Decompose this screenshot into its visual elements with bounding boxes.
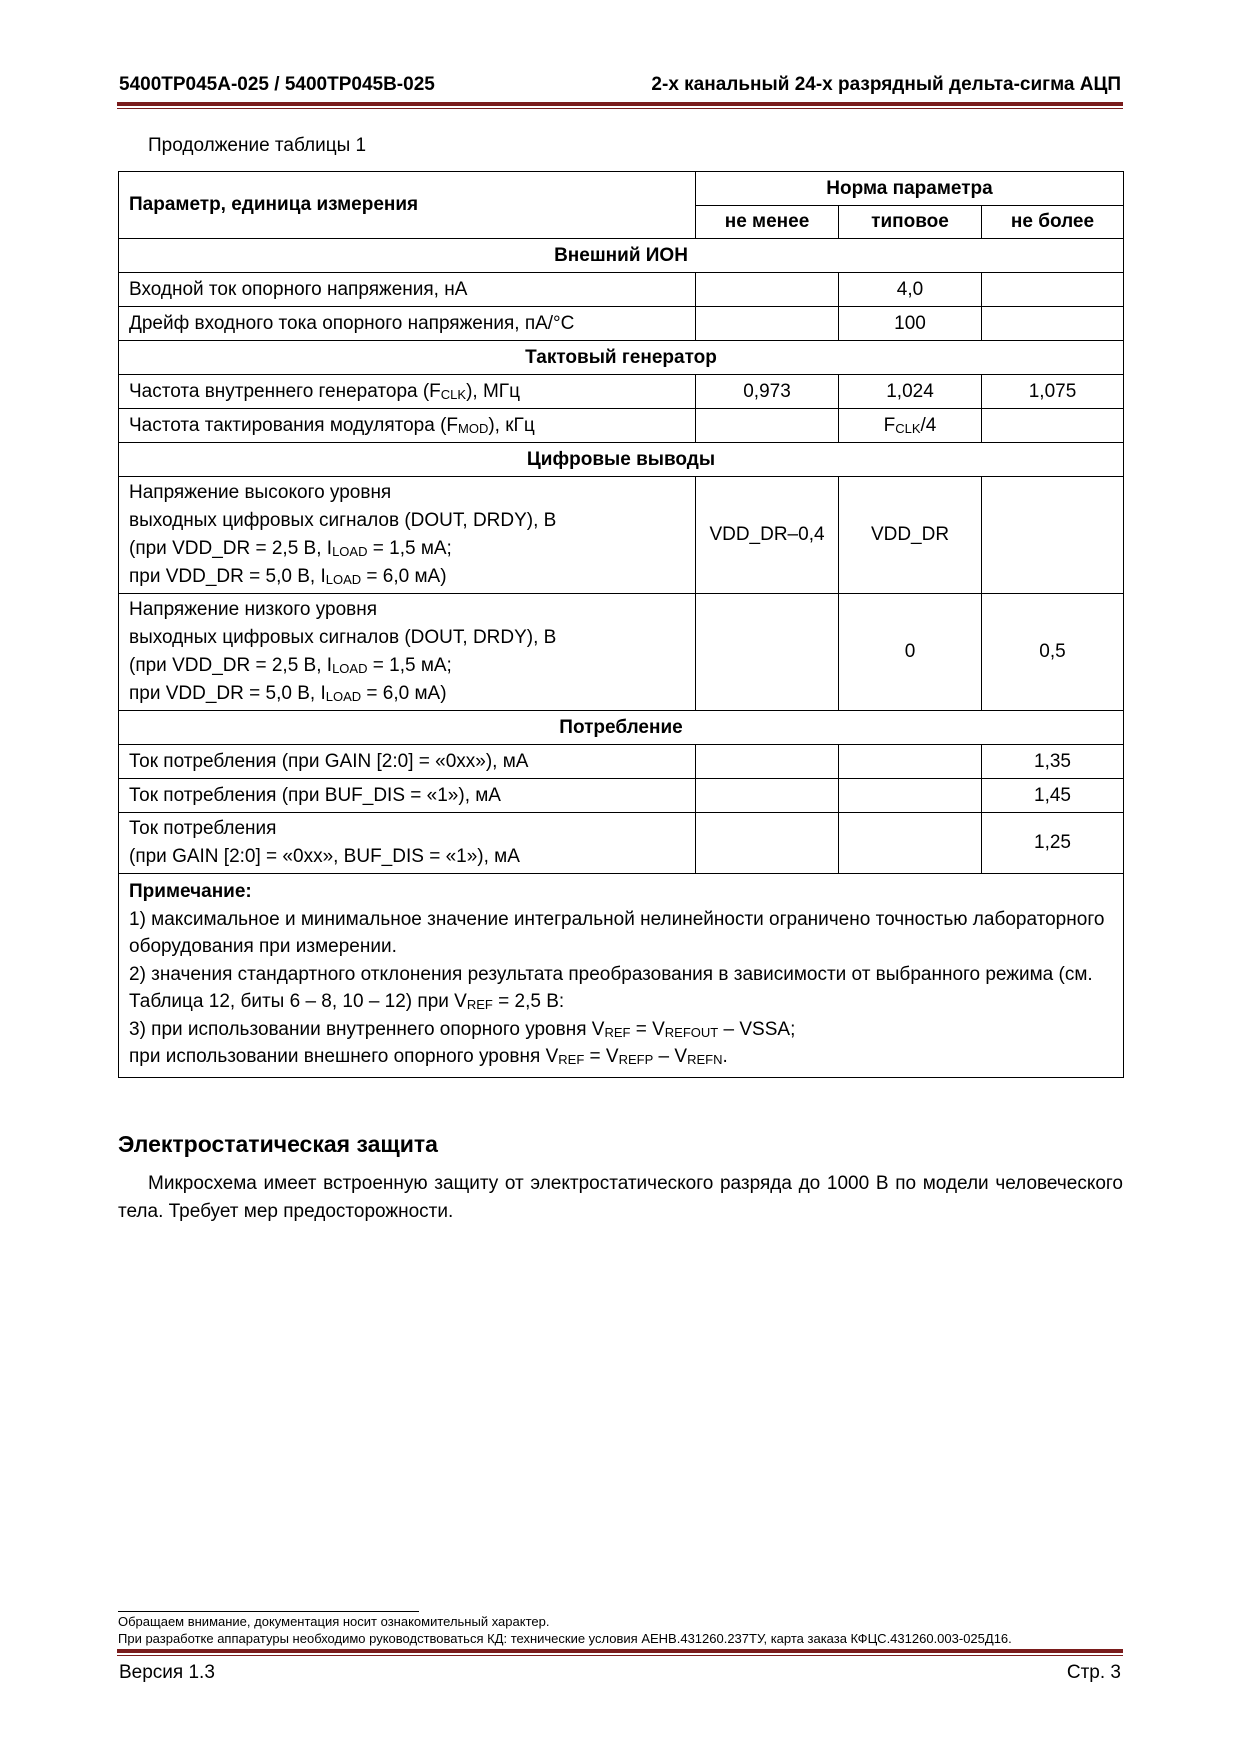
section-power: Потребление xyxy=(119,711,1124,745)
max-cell: 1,35 xyxy=(982,745,1124,779)
param-cell: Напряжение высокого уровня выходных цифровых сигналов (DOUT, DRDY), В (при VDD_DR = 2,5 В, $I_{LOAD} = 1,5$ мА; при VDD_DR = 5,0 В, $I_{LOAD} = 6,0$ мА) xyxy=(119,477,696,594)
typ-cell xyxy=(839,813,982,874)
footnote-disclaimer: Обращаем внимание, документация носит ознакомительный характер. xyxy=(118,1614,550,1629)
table-row xyxy=(119,409,1124,443)
col-param-header: Параметр, единица измерения xyxy=(119,172,696,239)
note-3-cont: при использовании внешнего опорного уровня $V_{REF} = V_{REFP} - V_{REFN}$. xyxy=(129,1046,728,1067)
typ-cell xyxy=(839,745,982,779)
max-cell xyxy=(982,409,1124,443)
typ-cell xyxy=(839,779,982,813)
param-cell: Ток потребления (при BUF_DIS = «1»), мА xyxy=(119,779,696,813)
page-number: Стр. 3 xyxy=(1066,1662,1121,1683)
table-row xyxy=(119,273,1124,307)
min-cell: 0,973 xyxy=(696,375,839,409)
footnote-reference: При разработке аппаратуры необходимо руководствоваться КД: технические условия АЕНВ.431260.237ТУ, карта заказа КФЦС.431260.003-025Д16. xyxy=(118,1631,1012,1646)
footer-rule-thick xyxy=(117,1649,1123,1653)
max-cell: 1,075 xyxy=(982,375,1124,409)
table-row xyxy=(119,307,1124,341)
note-3: 3) при использовании внутреннего опорного уровня $V_{REF} = V_{REFOUT}$ – VSSA; xyxy=(129,1018,796,1040)
document-description: 2-х канальный 24-х разрядный дельта-сигма АЦП xyxy=(651,74,1121,95)
note-title: Примечание: xyxy=(129,881,252,902)
param-cell: Дрейф входного тока опорного напряжения, пА/°С xyxy=(119,307,696,341)
footnote-separator xyxy=(118,1611,419,1612)
min-cell xyxy=(696,594,839,711)
min-cell: VDD_DR–0,4 xyxy=(696,477,839,594)
esd-heading: Электростатическая защита xyxy=(118,1131,438,1157)
max-cell xyxy=(982,273,1124,307)
section-digital: Цифровые выводы xyxy=(119,443,1124,477)
typ-cell: VDD_DR xyxy=(839,477,982,594)
table-row xyxy=(119,375,1124,409)
max-cell xyxy=(982,307,1124,341)
col-min-header: не менее xyxy=(696,206,839,239)
col-max-header: не более xyxy=(982,206,1124,239)
param-cell: Входной ток опорного напряжения, нА xyxy=(119,273,696,307)
document-version: Версия 1.3 xyxy=(119,1662,215,1683)
section-clock: Тактовый генератор xyxy=(119,341,1124,375)
max-cell: 1,25 xyxy=(982,813,1124,874)
table-caption: Продолжение таблицы 1 xyxy=(148,135,367,156)
footer-rule-thin xyxy=(117,1655,1123,1656)
col-typ-header: типовое xyxy=(839,206,982,239)
typ-cell: 0 xyxy=(839,594,982,711)
table-row xyxy=(119,477,1124,594)
param-cell: Частота внутреннего генератора $(F_{CLK})$, МГц xyxy=(119,375,696,409)
note-2: 2) значения стандартного отклонения результата преобразования в зависимости от выбранного режима (см. Таблица 12, биты 6 – 8, 10 – 12) при $V_{REF} = 2,5$ В: xyxy=(129,963,1093,1012)
typ-cell: $F_{CLK}/4$ xyxy=(839,409,982,443)
param-cell: Ток потребления (при GAIN [2:0] = «0хх», BUF_DIS = «1»), мА xyxy=(119,813,696,874)
param-cell: Напряжение низкого уровня выходных цифровых сигналов (DOUT, DRDY), В (при VDD_DR = 2,5 В, $I_{LOAD} = 1,5$ мА; при VDD_DR = 5,0 В, $I_{LOAD} = 6,0$ мА) xyxy=(119,594,696,711)
min-cell xyxy=(696,745,839,779)
header-rule-thick xyxy=(117,102,1123,106)
max-cell xyxy=(982,477,1124,594)
note-1: 1) максимальное и минимальное значение интегральной нелинейности ограничено точностью лабораторного оборудования при измерении. xyxy=(129,908,1105,957)
max-cell: 1,45 xyxy=(982,779,1124,813)
table-row xyxy=(119,594,1124,711)
part-numbers: 5400ТР045А-025 / 5400ТР045В-025 xyxy=(119,74,435,95)
typ-cell: 100 xyxy=(839,307,982,341)
parameters-table xyxy=(118,171,1124,1078)
min-cell xyxy=(696,273,839,307)
param-cell: Ток потребления (при GAIN [2:0] = «0хх»), мА xyxy=(119,745,696,779)
table-header-row xyxy=(119,172,1124,206)
col-norm-header: Норма параметра xyxy=(696,172,1124,206)
min-cell xyxy=(696,409,839,443)
max-cell: 0,5 xyxy=(982,594,1124,711)
min-cell xyxy=(696,813,839,874)
section-external-ref: Внешний ИОН xyxy=(119,239,1124,273)
param-cell: Частота тактирования модулятора $(F_{MOD})$, кГц xyxy=(119,409,696,443)
min-cell xyxy=(696,307,839,341)
header-rule-thin xyxy=(117,108,1123,109)
table-row xyxy=(119,813,1124,874)
min-cell xyxy=(696,779,839,813)
table-row xyxy=(119,745,1124,779)
table-row xyxy=(119,779,1124,813)
typ-cell: 4,0 xyxy=(839,273,982,307)
table-note xyxy=(119,874,1124,1078)
esd-paragraph: Микросхема имеет встроенную защиту от электростатического разряда до 1000 В по модели человеческого тела. Требует мер предосторожности. xyxy=(118,1173,1123,1222)
typ-cell: 1,024 xyxy=(839,375,982,409)
